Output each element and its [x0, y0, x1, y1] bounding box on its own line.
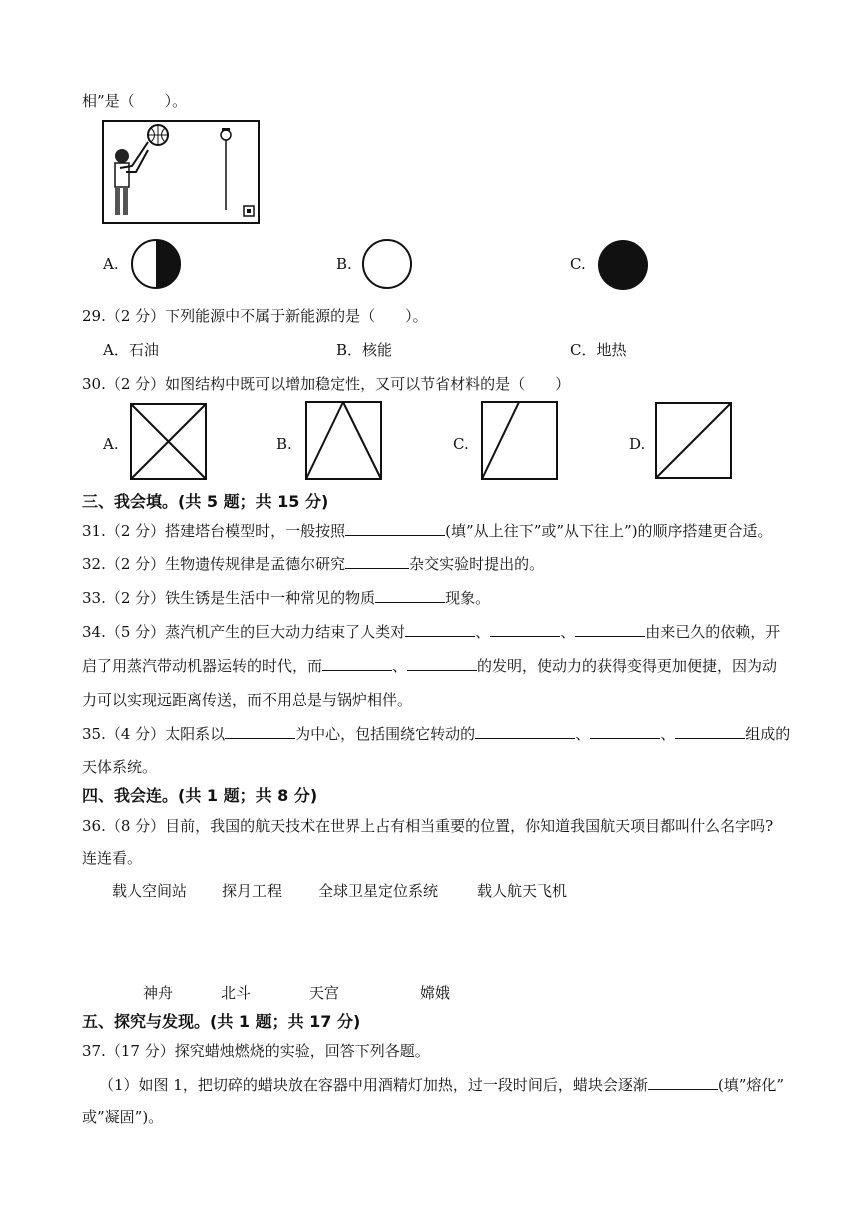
q37-sub1-blank[interactable]: [648, 1075, 718, 1090]
q34-blank-4[interactable]: [322, 656, 392, 671]
q31-answer-blank[interactable]: [345, 521, 445, 536]
structure-diagonal-icon: [655, 402, 733, 480]
half-moon-icon: [130, 238, 182, 290]
q29-option-a: A．石油: [103, 341, 159, 359]
q33: [82, 587, 490, 608]
q34-blank-5[interactable]: [407, 656, 477, 671]
q30-stem: 30.（2 分）如图结构中既可以增加稳定性，又可以节省材料的是（ ）: [82, 375, 571, 393]
q35-line1: [82, 723, 790, 744]
match-bottom-item-1[interactable]: 神舟: [143, 984, 174, 1002]
separator: 、: [475, 623, 491, 641]
q35-line2: 天体系统。: [82, 758, 158, 776]
separator: 、: [392, 657, 408, 675]
q34-line3: 力可以实现远距离传送，而不用总是与锅炉相伴。: [82, 691, 413, 709]
q29-stem: 29.（2 分）下列能源中不属于新能源的是（ ）。: [82, 307, 428, 325]
q30-option-a-label: A.: [103, 435, 119, 453]
match-bottom-item-2[interactable]: 北斗: [221, 984, 252, 1002]
q34-mid: 由来已久的依赖，开: [645, 623, 781, 641]
section-4-title: 四、我会连。(共 1 题；共 8 分): [82, 786, 318, 805]
separator: 、: [560, 623, 576, 641]
q34-blank-2[interactable]: [490, 622, 560, 637]
q32-pre: 32.（2 分）生物遗传规律是孟德尔研究: [82, 555, 346, 573]
q33-post: 现象。: [445, 589, 491, 607]
q31-post: (填”从上往下”或”从下往上”)的顺序搭建更合适。: [445, 522, 773, 540]
q30-option-d-label: D.: [629, 435, 646, 453]
q35-post: 组成的: [745, 725, 791, 743]
q28-option-b-label: B.: [336, 255, 352, 273]
structure-triangle-icon: [305, 401, 383, 481]
q35-blank-3[interactable]: [590, 724, 660, 739]
q36-instruction: 连连看。: [82, 849, 143, 867]
q35-mid: 为中心，包括围绕它转动的: [295, 725, 476, 743]
structure-single-brace-icon: [481, 401, 559, 481]
match-top-item-1[interactable]: 载人空间站: [112, 882, 188, 900]
q31: [82, 520, 773, 541]
q34-line2: [82, 655, 777, 676]
q28-option-a-label: A.: [103, 255, 119, 273]
q34-blank-3[interactable]: [575, 622, 645, 637]
q35-blank-2[interactable]: [475, 724, 575, 739]
q37-sub1-line2: 或”凝固”)。: [82, 1108, 164, 1126]
match-bottom-item-3[interactable]: 天宫: [309, 984, 340, 1002]
q28-stem-tail: 相”是（ ）。: [82, 92, 188, 110]
q34-pre: 34.（5 分）蒸汽机产生的巨大动力结束了人类对: [82, 623, 406, 641]
q37-sub1-pre: （1）如图 1，把切碎的蜡块放在容器中用酒精灯加热，过一段时间后，蜡块会逐渐: [99, 1076, 648, 1094]
structure-x-brace-icon: [130, 403, 208, 481]
q34-blank-1[interactable]: [405, 622, 475, 637]
q33-answer-blank[interactable]: [375, 588, 445, 603]
q33-pre: 33.（2 分）铁生锈是生活中一种常见的物质: [82, 589, 376, 607]
separator: 、: [575, 725, 591, 743]
q30-option-b-label: B.: [276, 435, 292, 453]
q34-line2-pre: 启了用蒸汽带动机器运转的时代，而: [82, 657, 323, 675]
match-top-item-4[interactable]: 载人航天飞机: [477, 882, 568, 900]
full-circle-icon: [361, 238, 413, 290]
match-top-item-2[interactable]: 探月工程: [222, 882, 283, 900]
q37-stem: 37.（17 分）探究蜡烛燃烧的实验，回答下列各题。: [82, 1042, 430, 1060]
separator: 、: [660, 725, 676, 743]
q29-option-c: C．地热: [570, 341, 627, 359]
q31-pre: 31.（2 分）搭建塔台模型时，一般按照: [82, 522, 346, 540]
q32-post: 杂交实验时提出的。: [409, 555, 545, 573]
q35-blank-4[interactable]: [675, 724, 745, 739]
q34-line1: [82, 621, 780, 642]
q35-blank-1[interactable]: [225, 724, 295, 739]
q32: [82, 553, 544, 574]
dark-circle-icon: [596, 238, 650, 292]
match-bottom-item-4[interactable]: 嫦娥: [420, 984, 451, 1002]
q29-option-b: B．核能: [336, 341, 393, 359]
shadow-scene-image: [102, 120, 262, 226]
match-top-item-3[interactable]: 全球卫星定位系统: [318, 882, 439, 900]
q35-pre: 35.（4 分）太阳系以: [82, 725, 226, 743]
q37-sub1-line1: [99, 1074, 784, 1095]
q34-line2-post: 的发明，使动力的获得变得更加便捷，因为动: [477, 657, 778, 675]
q36-stem: 36.（8 分）目前，我国的航天技术在世界上占有相当重要的位置，你知道我国航天项目都叫什么名字吗?: [82, 817, 774, 835]
q28-option-c-label: C.: [570, 255, 586, 273]
q37-sub1-post: (填”熔化”: [717, 1076, 785, 1094]
section-3-title: 三、我会填。(共 5 题；共 15 分): [82, 492, 329, 511]
q32-answer-blank[interactable]: [345, 554, 409, 569]
q30-option-c-label: C.: [453, 435, 469, 453]
section-5-title: 五、探究与发现。(共 1 题；共 17 分): [82, 1012, 361, 1031]
